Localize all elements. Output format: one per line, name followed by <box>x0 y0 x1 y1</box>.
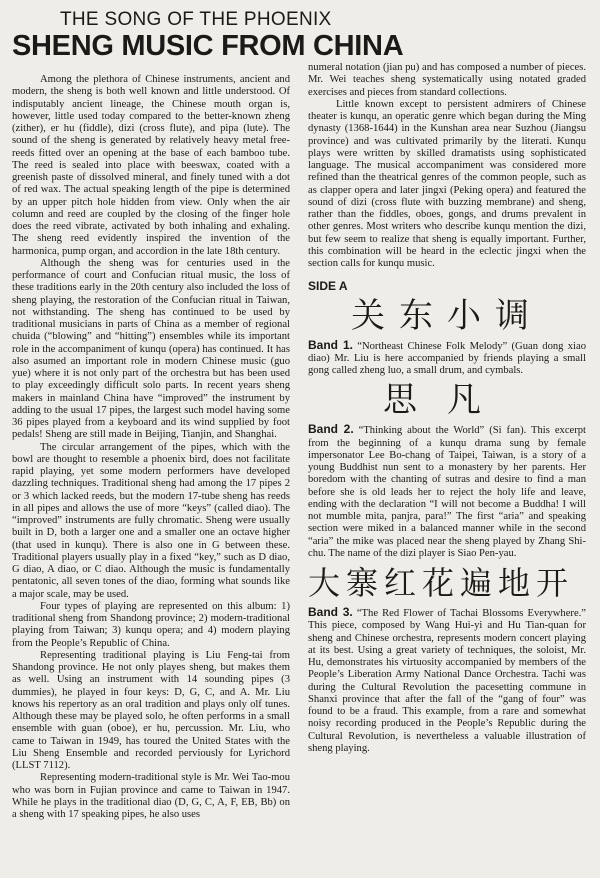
page-title: SHENG MUSIC FROM CHINA <box>12 30 404 62</box>
paragraph: Representing traditional playing is Liu Feng-tai from Shandong province. He not only playes sheng, but makes them as well. Using an instrument with 14 sounding pipes (3 dummies), he played in four keys: D, G, C, and A. Mr. Liu knows his repertory as an oral tradition and plays only olf tunes. Although these may be played solo, he often performs in a small ensemble with guan (oboe), er hu, percussion. Mr. Liu, who came to Taiwan in 1949, has toured the United States with the Liu Sheng Ensemble and recorded perviously for Lyrichord (LLST 7112). <box>12 649 290 771</box>
calligraphy-band-1: 关东小调 <box>351 295 543 336</box>
left-column <box>12 74 290 821</box>
paragraph: Although the sheng was for centuries used in the performance of court and Confucian ritual music, the loss of these traditions early in the 20th century also included the loss of sheng playing, the restoration of the Confucian ritual in Taiwan, not withstanding. The sheng has continued to be used by traditional musicians in parts of China as a member of regional chuida (“blowing” and “hitting”) ensembles while its important role in the accompaniment of kunqu (opera) has continued. It has also asumed an important role in modern Chinese music (guo yue) where it is not only part of the orchestra but has been used to play exceedingly difficult solo parts. In recent years sheng makers in mainland China have “improved” the instrument by adding to the usual 17 pipes, the largest such model having some 36 pipes played from a keyboard and its wind supplied by foot pedals! Sheng are still made in Beijing, Tianjin, and Shanghai. <box>12 257 290 441</box>
band-description: “Northeast Chinese Folk Melody” (Guan dong xiao diao) Mr. Liu is here accompanied by friends playing a small gong called zheng luo, a small drum, and cymbals. <box>308 340 586 376</box>
band-3 <box>308 606 586 755</box>
paragraph: Four types of playing are represented on this album: 1) traditional sheng from Shandong province; 2) modern-traditional playing from Taiwan; 3) kunqu opera; and 4) modern playing from the People’s Republic of China. <box>12 600 290 649</box>
paragraph: Among the plethora of Chinese instruments, ancient and modern, the sheng is both well known and little understood. Of indisputably ancient lineage, the Chinese mouth organ is, however, little used today compared to the better-known zheng (zither), er hu (fiddle), dizi (cross flute), and pipa (lute). The sound of the sheng is generated by relatively heavy metal free-reeds fitted over an opening at the base of each bamboo tube. The reed is sealed into place with beeswax, coated with a greenish paste of dissolved mineral, and finely tuned with a dot of red wax. The actual speaking length of the pipe is determined by an upper pitch hole hidden from view. Only when the air column and reed are coupled by the closing of the finger hole does the reed vibrate, activated by both inhaling and exhaling. The sheng reed evidently inspired the invention of the harmonica, pump organ, and accordion in the late 18th century. <box>12 74 290 257</box>
side-a-heading: SIDE A <box>308 279 348 294</box>
band-label: Band 2. <box>308 422 354 437</box>
calligraphy-band-3: 大寨红花遍地开 <box>307 564 574 602</box>
band-1 <box>308 339 586 378</box>
band-label: Band 1. <box>308 337 353 352</box>
supertitle: THE SONG OF THE PHOENIX <box>60 9 332 30</box>
paragraph: Little known except to persistent admirers of Chinese theater is kunqu, an operatic genre which began during the Ming dynasty (1368-1644) in the Kunshan area near Suzhou (Jiangsu province) and was cultivated primarily by the literati. Kunqu plays were written by skilled dramatists using sophisticated language. The musical accompaniment was considered more refined than the theatrical genres of the common people, such as as clapper opera and later jingxi (Peking opera) and featured the sound of dizi (cross flute with buzzing membrane) and sheng, rather than the fiddles, oboes, gongs, and drums prevalent in other genres. Most writers who describe kunqu mention the dizi, but few seem to realize that sheng is equally important. Further, this combination will be heard in the eclectic jingxi when the section calls for kunqu music. <box>308 98 586 269</box>
paragraph: The circular arrangement of the pipes, which with the bowl are thought to resemble a phoenix bird, does not facilitate rapid playing, yet some modern performers have developed dazzling techniques. Traditional sheng had among the 17 pipes 2 or 3 which lacked reeds, but the modern 17-tube sheng has reeds in all pipes and allows the use of more “keys” (called diao). The “improved” instruments are fully chromatic. Sheng were usually built in D, both a larger one and a smaller one an octave higher (that used in kunqu). There is also one in G between these. Traditional players usually play in a fixed “key,” such as D diao, G diao, A diao, or C diao. Although the music is fundamentally pentatonic, all seven tones of the diao, forming what sounds like a major scale, may be used. <box>12 441 290 600</box>
calligraphy-band-2: 思凡 <box>383 380 511 421</box>
band-description: “Thinking about the World” (Si fan). This excerpt from the beginning of a kunqu drama sung by female impersonator Lee Bo-chang of Taipei, Taiwan, is a story of a young Buddhist nun sent to a monastery by her parents. Her boredom with the chanting of sutras and desire to find a man before she is old leads her to reject the holy life and leave, ending with the declaration “I will not become a Buddha! I will not mumble mita, panjra, para!” The first “aria” and speaking section were miked in a balanced manner while in the second “aria” the mike was placed near the sheng played by Zhang Shi-chu. The name of the dizi player is Siao Pen-yau. <box>308 425 586 559</box>
paragraph: Representing modern-traditional style is Mr. Wei Tao-mou who was born in Fujian province and came to Taiwan in 1947. While he plays in the traditional diao (D, G, C, A, F, EB, Bb) on a sheng with 17 speaking pipes, he also uses <box>12 772 290 820</box>
band-description: “The Red Flower of Tachai Blossoms Everywhere.” This piece, composed by Wang Hui-yi and Hu Tian-quan for sheng and Chinese orchestra, represents modern concert playing at its best. Using a great variety of techniques, the soloist, Mr. Hu, demonstrates his virtuosity accompanied by members of the People’s Liberation Army National Dance Orchestra. Tachi was during the Cultural Revolution the pacesetting commune in Shanxi province that after the fall of the “gang of four” was found to be a fraud. This example, from a rare and somewhat noisy recording produced in the People’s Republic during the Cultural Revolution, is nevertheless a valuable illustration of sheng playing. <box>308 608 586 754</box>
right-column <box>308 62 586 755</box>
band-label: Band 3. <box>308 605 353 619</box>
paragraph: numeral notation (jian pu) and has composed a number of pieces. Mr. Wei teaches sheng systematically using notated graded exercises and pieces from standard collections. <box>308 62 586 98</box>
band-2 <box>308 423 586 560</box>
